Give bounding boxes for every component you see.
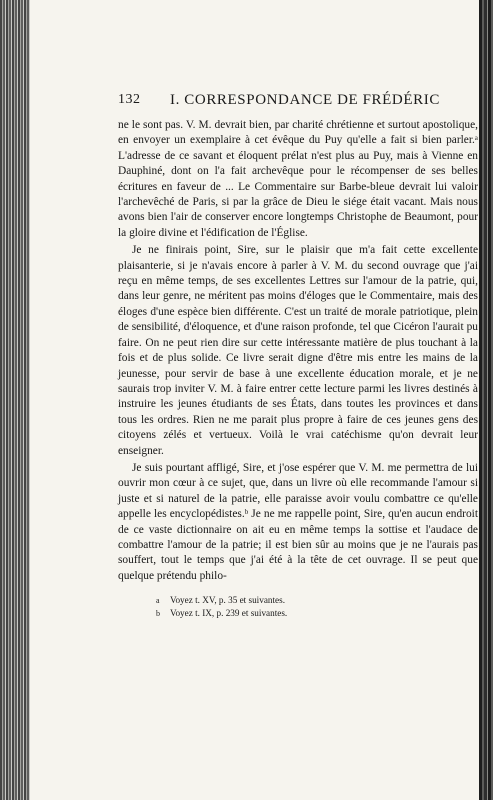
footnote-marker: a	[156, 596, 160, 606]
footnote-a	[156, 594, 478, 607]
running-head: I. CORRESPONDANCE DE FRÉDÉRIC	[170, 92, 440, 108]
scan-gutter-left	[0, 0, 30, 800]
page-content	[118, 92, 478, 620]
footnotes	[118, 594, 478, 620]
body-text	[118, 118, 478, 584]
scan-gutter-right	[479, 0, 493, 800]
paragraph-3: Je suis pourtant affligé, Sire, et j'ose espérer que V. M. me permettra de lui ouvrir mon cœur à ce sujet, que, dans un livre où elle recommande l'amour si juste et si naturel de la patrie, elle paraisse avoir voulu combattre ce qu'elle appelle les encyclopédistes.ᵇ Je ne me rappelle point, Sire, qu'en aucun endroit de ce vaste dictionnaire on ait eu en même temps la sottise et l'audace de combattre l'amour de la patrie; il est bien sûr au moins que je ne l'aurais pas souffert, tout le temps que j'ai été à la tête de cet ouvrage. Il se peut que quelque prétendu philo-	[118, 461, 478, 582]
page-number: 132	[118, 92, 141, 107]
footnote-b	[156, 607, 478, 620]
footnote-text: Voyez t. IX, p. 239 et suivantes.	[170, 608, 288, 619]
footnote-text: Voyez t. XV, p. 35 et suivantes.	[170, 595, 286, 606]
paragraph-2: Je ne finirais point, Sire, sur le plaisir que m'a fait cette excellente plaisanterie, si je n'avais encore à parler à V. M. du second ouvrage que j'ai reçu en même temps, de ses excellentes Lettres sur l'amour de la patrie, qui, dans leur genre, ne méritent pas moins d'éloges que le Commentaire, mais des éloges d'une espèce bien différente. C'est un traité de morale patriotique, plein de sensibilité, d'éloquence, et d'une raison profonde, tel que Cicéron l'aurait pu faire. On ne peut rien dire sur cette intéressante matière de plus touchant à la fois et de plus solide. Ce livre serait digne d'être mis entre les mains de la jeunesse, pour servir de base à une excellente éducation morale, et je ne saurais trop inviter V. M. à faire entrer cette lecture parmi les livres destinés à instruire les jeunes étudiants de ses États, dans toutes les provinces et dans tous les ordres. Rien ne me parait plus propre à faire de ces jeunes gens des citoyens zélés et vertueux. Voilà le vrai catéchisme qu'on devrait leur enseigner.	[118, 244, 478, 457]
paragraph-1: ne le sont pas. V. M. devrait bien, par charité chrétienne et surtout apostolique, en envoyer un exemplaire à cet évêque du Puy qu'elle a fait si bien parler.ᵃ L'adresse de ce savant et éloquent prélat n'est plus au Puy, mais à Vienne en Dauphiné, dont on l'a fait archevêque pour le récompenser de ses belles écritures en faveur de ... Le Commentaire sur Barbe-bleue devrait lui valoir l'archevêché de Paris, si par la grâce de Dieu le siége était vacant. Mais nous avons bien l'air de conserver encore longtemps Christophe de Beaumont, pour la gloire divine et l'édification de l'Église.	[118, 119, 478, 239]
footnote-marker: b	[156, 609, 160, 619]
page-header	[118, 92, 478, 112]
